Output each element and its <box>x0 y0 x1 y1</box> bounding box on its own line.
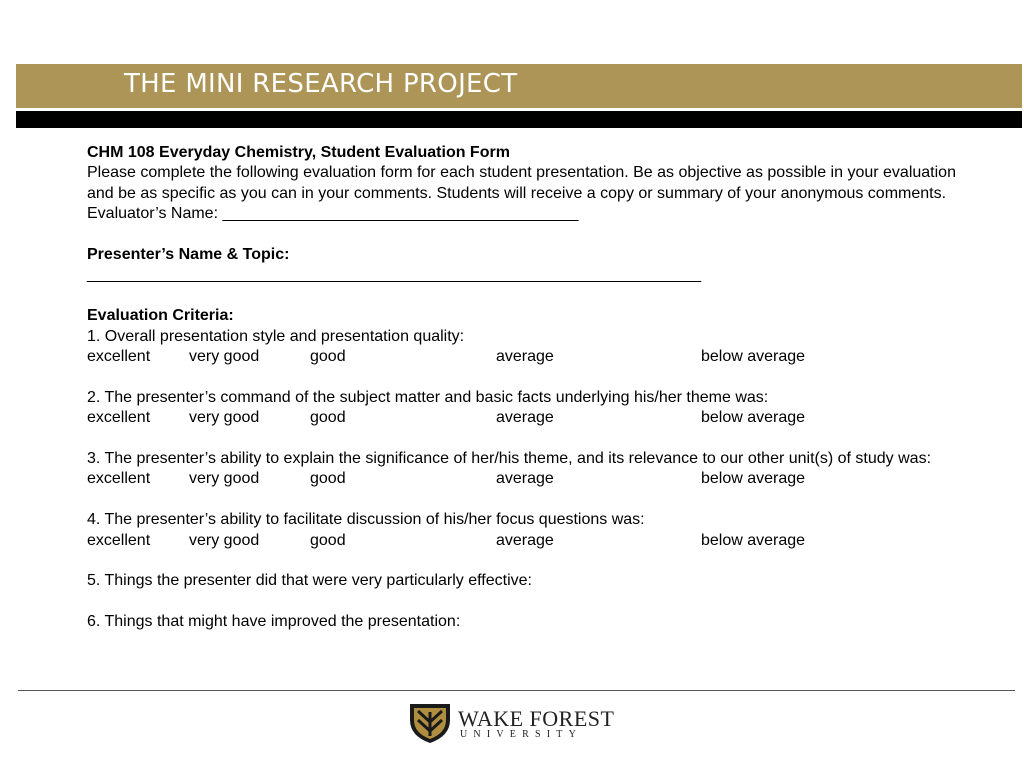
rating-option[interactable]: very good <box>189 409 260 427</box>
criterion-question: 6. Things that might have improved the presentation: <box>87 613 461 631</box>
rating-option[interactable]: below average <box>701 470 806 488</box>
criterion-question: 4. The presenter’s ability to facilitate discussion of his/her focus questions was: <box>87 511 645 529</box>
page-title: THE MINI RESEARCH PROJECT <box>124 69 518 99</box>
spacer <box>87 429 957 449</box>
rating-option[interactable]: good <box>310 470 346 488</box>
spacer <box>87 225 957 245</box>
rating-option[interactable]: very good <box>189 348 260 366</box>
rating-scale <box>87 408 957 428</box>
evaluation-form <box>87 143 957 633</box>
logo-wordmark: WAKE FOREST <box>458 706 615 731</box>
spacer <box>87 551 957 571</box>
rating-option[interactable]: average <box>496 531 554 549</box>
rating-option[interactable]: good <box>310 409 346 427</box>
rating-option[interactable]: average <box>496 470 554 488</box>
shield-icon <box>408 700 452 744</box>
rating-option[interactable]: excellent <box>87 348 151 366</box>
presenter-label: Presenter’s Name & Topic: <box>87 246 290 264</box>
rating-option[interactable]: below average <box>701 409 806 427</box>
rating-option[interactable]: very good <box>189 470 260 488</box>
rating-option[interactable]: average <box>496 348 554 366</box>
rating-option[interactable]: excellent <box>87 470 151 488</box>
form-heading: CHM 108 Everyday Chemistry, Student Evaluation Form <box>87 144 510 161</box>
rating-option[interactable]: very good <box>189 531 260 549</box>
criterion-question: 2. The presenter’s command of the subject matter and basic facts underlying his/her theme was: <box>87 388 769 406</box>
spacer <box>87 592 957 612</box>
rating-option[interactable]: excellent <box>87 409 151 427</box>
rating-option[interactable]: average <box>496 409 554 427</box>
form-instructions: Please complete the following evaluation form for each student presentation. Be as objective as possible in your evaluation and be as specific as you can in your comments. Students will receive a copy or summary of your anonymous comments. <box>87 164 956 202</box>
rating-option[interactable]: below average <box>701 348 806 366</box>
rating-scale <box>87 469 957 489</box>
rating-option[interactable]: excellent <box>87 531 151 549</box>
criterion-question: 5. Things the presenter did that were very particularly effective: <box>87 572 532 590</box>
spacer <box>87 286 957 306</box>
criterion-question: 3. The presenter’s ability to explain the significance of her/his theme, and its relevance to our other unit(s) of study was: <box>87 450 932 467</box>
evaluator-name-field: Evaluator’s Name: ________________________________________ <box>87 205 579 223</box>
rating-option[interactable]: good <box>310 531 346 549</box>
rating-option[interactable]: below average <box>701 531 806 549</box>
criteria-list <box>87 327 957 633</box>
rating-scale <box>87 531 957 551</box>
header-divider-bar <box>16 111 1022 128</box>
footer-divider <box>18 690 1015 691</box>
criterion-question: 1. Overall presentation style and presentation quality: <box>87 327 465 345</box>
presenter-blank-line: _____________________________________________________________________ <box>87 266 701 284</box>
logo-subtitle: UNIVERSITY <box>460 729 582 740</box>
rating-scale <box>87 347 957 367</box>
rating-option[interactable]: good <box>310 348 346 366</box>
spacer <box>87 367 957 387</box>
wake-forest-logo <box>408 700 628 746</box>
criteria-heading: Evaluation Criteria: <box>87 307 234 325</box>
spacer <box>87 490 957 510</box>
